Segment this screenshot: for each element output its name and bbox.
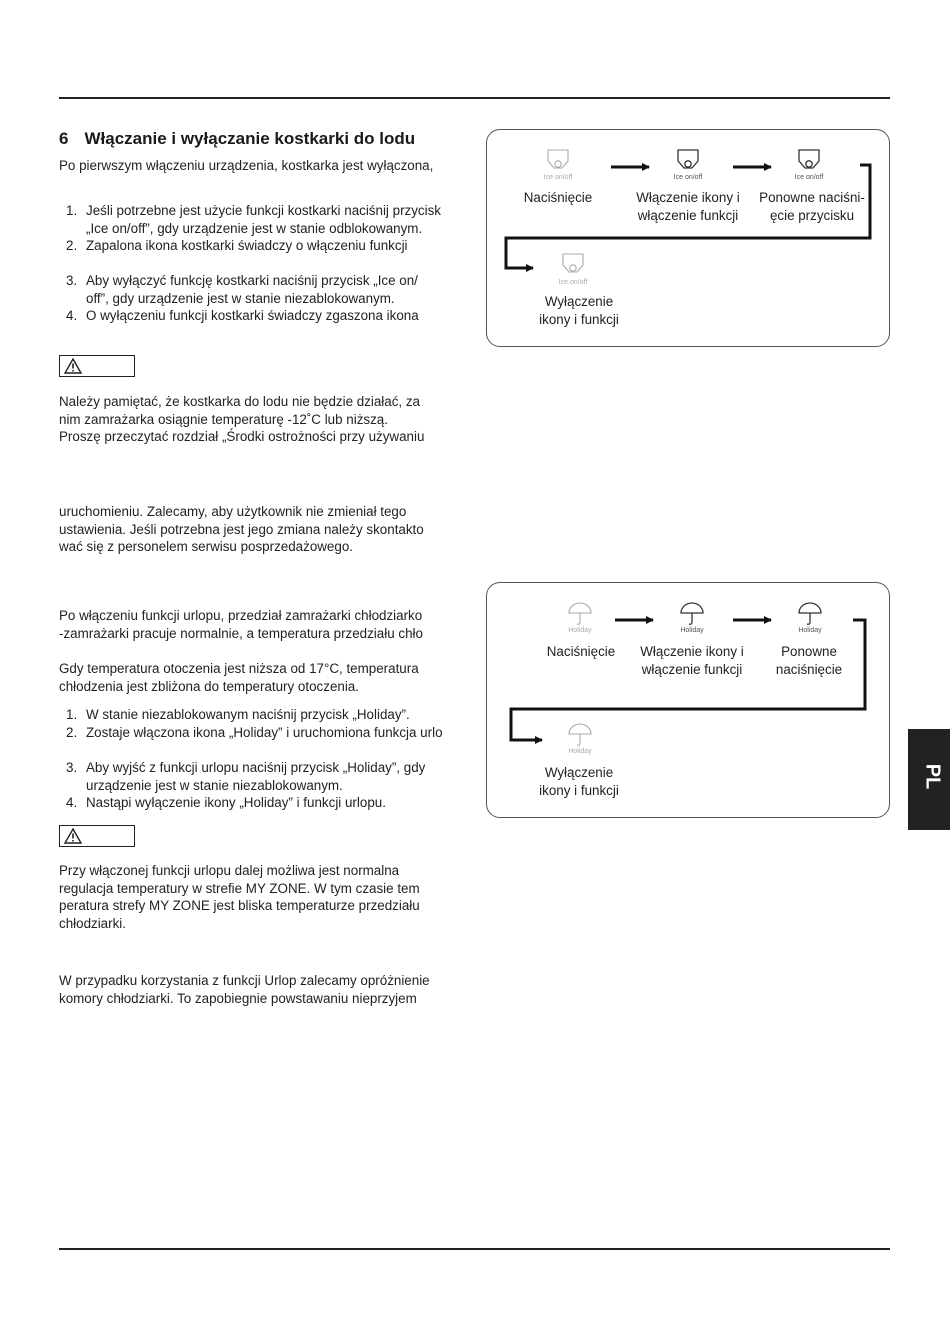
holiday-label-off: Wyłączenie ikony i funkcji <box>539 765 619 798</box>
holiday-label-again: Ponowne naciśnięcie <box>775 644 843 677</box>
list-item: 3. Aby wyłączyć funkcję kostkarki naciśnij przycisk „Ice on/ off”, gdy urządzenie jest w stanie niezablokowanym. <box>66 273 418 306</box>
ice-icon <box>799 150 819 168</box>
bottom-rule <box>59 1248 890 1250</box>
warning-icon <box>64 828 82 844</box>
holiday-label-on: Włączenie ikony i włączenie funkcji <box>640 644 744 677</box>
ice-label-on: Włączenie ikony i włączenie funkcji <box>636 190 740 223</box>
ice-label-press: Naciśnięcie <box>523 190 593 205</box>
holiday-icon-label: Holiday <box>568 627 592 634</box>
holiday-icon <box>799 603 821 624</box>
section-title: Włączanie i wyłączanie kostkarki do lodu <box>84 129 416 148</box>
ice-icon <box>563 254 583 272</box>
section-number: 6 <box>59 129 69 148</box>
setting-text: uruchomieniu. Zalecamy, aby użytkownik nie zmieniał tego ustawienia. Jeśli potrzebna jest jego zmiana należy skontakto wać się z personelem serwisu posprzedażowego. <box>59 504 424 554</box>
warning-box <box>59 355 135 377</box>
holiday-warning-text: Przy włączonej funkcji urlopu dalej możliwa jest normalna regulacja temperatury w strefie MY ZONE. W tym czasie tem peratura strefy MY ZONE jest bliska temperaturze przedziału chłodziarki. <box>59 863 420 931</box>
ice-label-off: Wyłączenie ikony i funkcji <box>539 294 619 327</box>
holiday-label-press: Naciśnięcie <box>546 644 616 659</box>
list-item: 1. W stanie niezablokowanym naciśnij przycisk „Holiday”. <box>66 707 410 722</box>
list-item: 2. Zapalona ikona kostkarki świadczy o włączeniu funkcji <box>66 238 408 253</box>
holiday-return-arrow <box>511 620 865 740</box>
holiday-icon <box>569 603 591 624</box>
section-intro: Po pierwszym włączeniu urządzenia, kostkarka jest wyłączona, <box>59 158 434 173</box>
holiday-icon <box>569 724 591 745</box>
ice-diagram <box>486 129 890 347</box>
holiday-icon-label: Holiday <box>680 627 704 634</box>
list-item: 4. O wyłączeniu funkcji kostkarki świadczy zgaszona ikona <box>66 308 419 323</box>
list-item: 2. Zostaje włączona ikona „Holiday” i uruchomiona funkcja urlo <box>66 725 443 740</box>
ice-icon-label: Ice on/off <box>543 174 573 181</box>
holiday-icon-label: Holiday <box>568 748 592 755</box>
language-tab-label: PL <box>921 763 944 790</box>
holiday-icon-label: Holiday <box>798 627 822 634</box>
ice-label-again: Ponowne naciśni- ęcie przycisku <box>759 190 865 223</box>
language-tab <box>908 729 950 830</box>
ice-icon-label: Ice on/off <box>673 174 703 181</box>
ice-icon <box>678 150 698 168</box>
holiday-intro: Po włączeniu funkcji urlopu, przedział zamrażarki chłodziarko -zamrażarki pracuje normalnie, a temperatura przedziału chło <box>59 608 423 641</box>
ice-icon-label: Ice on/off <box>558 279 588 286</box>
holiday-note: W przypadku korzystania z funkcji Urlop zalecamy opróżnienie komory chłodziarki. To zapobiegnie powstawaniu nieprzyjem <box>59 973 430 1006</box>
ice-icon <box>548 150 568 168</box>
list-item: 3. Aby wyjść z funkcji urlopu naciśnij przycisk „Holiday”, gdy urządzenie jest w stanie niezablokowanym. <box>66 760 426 793</box>
warning-box <box>59 825 135 847</box>
top-rule <box>59 97 890 99</box>
list-item: 1. Jeśli potrzebne jest użycie funkcji kostkarki naciśnij przycisk „Ice on/off”, gdy urządzenie jest w stanie odblokowanym. <box>66 203 441 236</box>
list-item: 4. Nastąpi wyłączenie ikony „Holiday” i funkcji urlopu. <box>66 795 386 810</box>
warning-text: Należy pamiętać, że kostkarka do lodu nie będzie działać, za nim zamrażarka osiągnie temperaturę -12˚C lub niższą. Proszę przeczytać rozdział „Środki ostrożności przy używaniu <box>59 394 425 444</box>
section-heading <box>59 129 415 149</box>
ice-icon-label: Ice on/off <box>794 174 824 181</box>
holiday-temp-text: Gdy temperatura otoczenia jest niższa od 17°C, temperatura chłodzenia jest zbliżona do temperatury otoczenia. <box>59 661 419 694</box>
holiday-diagram <box>486 582 890 818</box>
warning-icon <box>64 358 82 374</box>
holiday-icon <box>681 603 703 624</box>
